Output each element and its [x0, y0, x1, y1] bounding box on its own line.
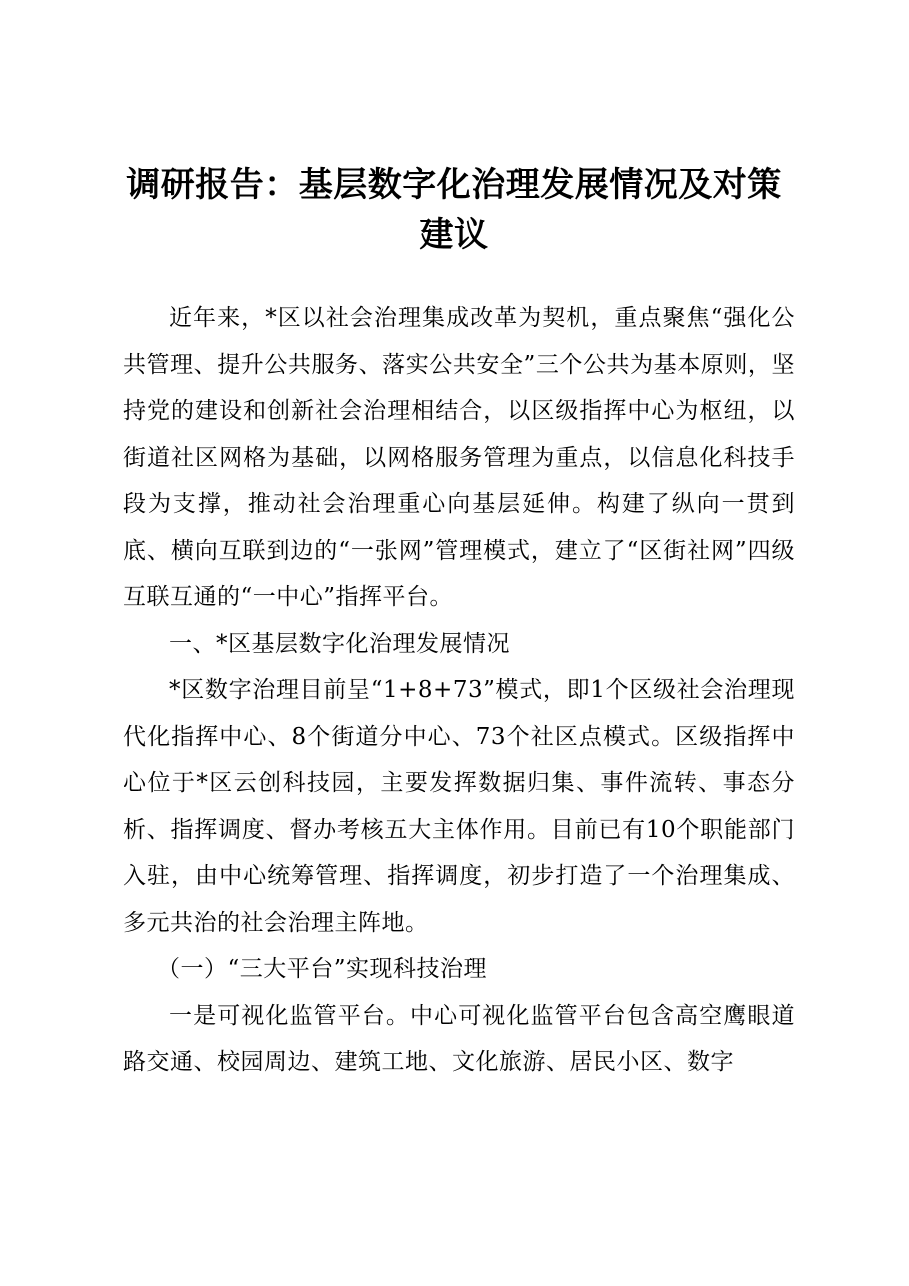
subsection-heading-1: （一）“三大平台”实现科技治理	[157, 956, 488, 982]
document-title: 调研报告：基层数字化治理发展情况及对策建议	[126, 165, 782, 255]
document-body	[123, 295, 795, 1086]
paragraph-intro: 近年来，*区以社会治理集成改革为契机，重点聚焦“强化公共管理、提升公共服务、落实公共安全”三个公共为基本原则，坚持党的建设和创新社会治理相结合，以区级指挥中心为枢纽，以街道社区网格为基础，以网格服务管理为重点，以信息化科技手段为支撑，推动社会治理重心向基层延伸。构建了纵向一贯到底、横向互联到边的“一张网”管理模式，建立了“区街社网”四级互联互通的“一中心”指挥平台。	[123, 305, 795, 610]
paragraph-platform: 一是可视化监管平台。中心可视化监管平台包含高空鹰眼道路交通、校园周边、建筑工地、文化旅游、居民小区、数字	[123, 1002, 795, 1075]
paragraph-development: *区数字治理目前呈“1+8+73”模式，即1个区级社会治理现代化指挥中心、8个街道分中心、73个社区点模式。区级指挥中心位于*区云创科技园，主要发挥数据归集、事件流转、事态分析、指挥调度、督办考核五大主体作用。目前已有10个职能部门入驻，由中心统筹管理、指挥调度，初步打造了一个治理集成、多元共治的社会治理主阵地。	[123, 677, 795, 936]
section-heading-1: 一、*区基层数字化治理发展情况	[169, 630, 510, 657]
